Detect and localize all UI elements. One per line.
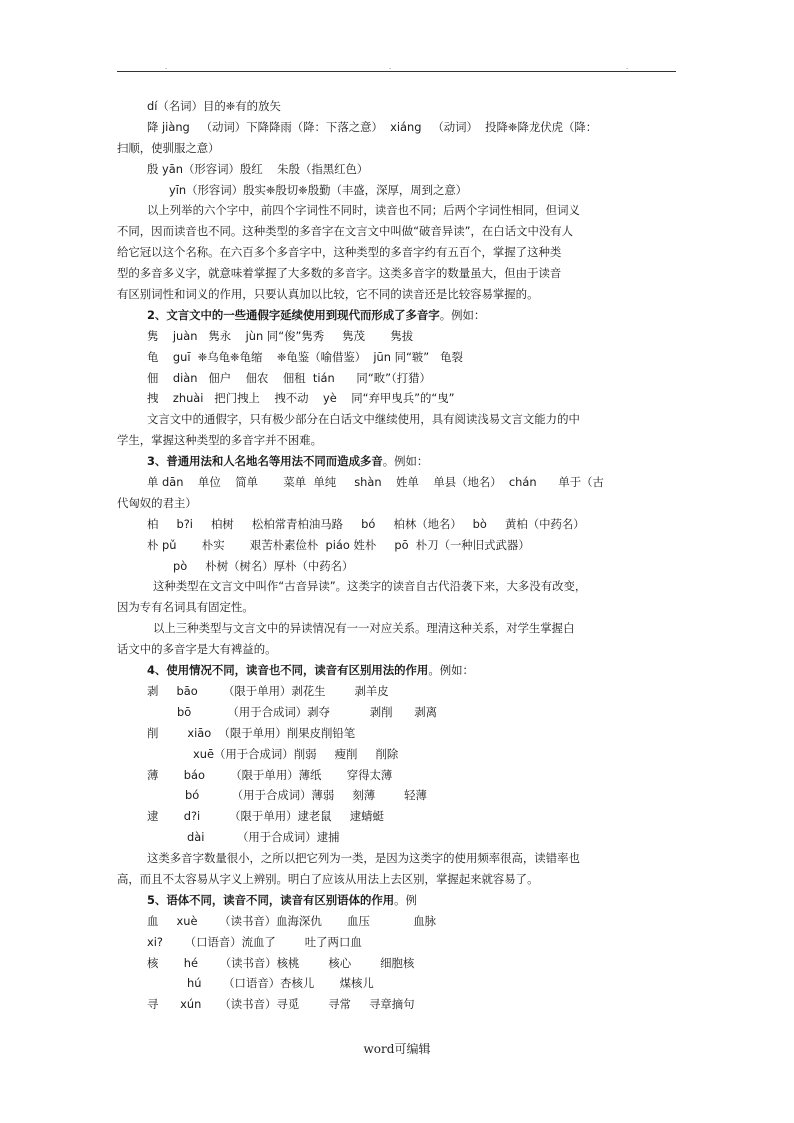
- text-line: [117, 702, 679, 723]
- line-text: 这类多音字数量很小，之所以把它列为一类，是因为这类字的使用频率很高，读错率也: [147, 851, 580, 866]
- line-text: 。例如：: [428, 663, 474, 678]
- text-line: [117, 159, 679, 180]
- text-line: [117, 493, 679, 514]
- section-heading: 2、文言文中的一些通假字延续使用到现代而形成了多音字: [147, 307, 440, 322]
- line-text: yīn（形容词）殷实❈殷切❈殷勤（丰盛，深厚，周到之意）: [169, 182, 468, 197]
- line-text: 文言文中的通假字，只有极少部分在白话文中继续使用，具有阅读浅易文言文能力的中: [147, 412, 580, 427]
- line-text: 柏 b?i 柏树 松柏常青柏油马路 bó 柏林（地名） bò 黄柏（中药名）: [147, 516, 585, 531]
- line-text: 佃 diàn 佃户 佃农 佃租 tián 同“畋”（打猎）: [147, 370, 431, 385]
- line-text: dài （用于合成词）逮捕: [187, 830, 340, 845]
- document-body: [117, 96, 679, 1015]
- line-text: bó （用于合成词）薄弱 刻薄 轻薄: [185, 788, 427, 803]
- section-heading-line: [117, 890, 679, 911]
- page-footer: word可编辑: [363, 1042, 431, 1056]
- text-line: [117, 347, 679, 368]
- line-text: 剥 bāo （限于单用）剥花生 剥羊皮: [147, 683, 389, 698]
- text-line: [117, 765, 679, 786]
- text-line: [117, 368, 679, 389]
- text-line: [117, 576, 679, 597]
- line-text: pò 朴树（树名）厚朴（中药名）: [173, 558, 354, 573]
- section-heading-line: [117, 660, 679, 681]
- text-line: [117, 221, 679, 242]
- line-text: 单 dān 单位 简单 菜单 单纯 shàn 姓单 单县（地名） chán 单于（古: [147, 475, 604, 490]
- text-line: [117, 388, 679, 409]
- line-text: 型的多音多义字，就意味着掌握了大多数的多音字。这类多音字的数量虽大，但由于读音: [117, 266, 562, 281]
- line-text: xuē（用于合成词）削弱 瘦削 削除: [193, 746, 399, 761]
- text-line: [117, 744, 679, 765]
- text-line: [117, 681, 679, 702]
- line-text: 因为专有名词具有固定性。: [117, 600, 254, 615]
- text-line: [117, 180, 679, 201]
- line-text: 给它冠以这个名称。在六百多个多音字中，这种类型的多音字约有五百个，掌握了这种类: [117, 245, 562, 260]
- text-line: [117, 138, 679, 159]
- line-text: 这种类型在文言文中叫作“古音异读”。这类字的读音自古代沿袭下来，大多没有改变，: [153, 579, 587, 594]
- text-line: [117, 326, 679, 347]
- text-line: [117, 639, 679, 660]
- text-line: [117, 911, 679, 932]
- text-line: [117, 117, 679, 138]
- text-line: [117, 953, 679, 974]
- text-line: [117, 618, 679, 639]
- line-text: 龟 guī ❈乌龟❈龟缩 ❈龟鉴（喻借鉴） jūn 同“皲” 龟裂: [147, 349, 463, 364]
- line-text: 话文中的多音字是大有裨益的。: [117, 642, 277, 657]
- line-text: 。例如：: [382, 454, 429, 469]
- line-text: 高，而且不太容易从字义上辨别。明白了应该从用法上去区别，掌握起来就容易了。: [117, 871, 539, 886]
- line-text: 。例如：: [439, 307, 486, 322]
- text-line: [117, 200, 679, 221]
- header-rule: [117, 71, 676, 72]
- line-text: 不同，因而读音也不同。这种类型的多音字在文言文中叫做“破音异读”，在白话文中没有人: [117, 224, 574, 239]
- text-line: [117, 827, 679, 848]
- text-line: [117, 848, 679, 869]
- header-dot: .: [389, 63, 392, 71]
- line-text: 降 jiàng （动词）下降降雨（降：下落之意） xiáng （动词） 投降❈降龙伏虎（降：: [147, 119, 598, 134]
- text-line: [117, 430, 679, 451]
- line-text: 。例: [394, 892, 417, 907]
- line-text: 核 hé （读书音）核桃 核心 细胞核: [147, 955, 415, 970]
- line-text: dí（名词）目的❈有的放矢: [147, 99, 281, 113]
- line-text: bō （用于合成词）剥夺 剥削 剥离: [177, 704, 438, 719]
- text-line: [117, 869, 679, 890]
- text-line: [117, 514, 679, 535]
- line-text: 朴 pǔ 朴实 艰苦朴素俭朴 piáo 姓朴 pō 朴刀（一种旧式武器）: [147, 537, 530, 552]
- header-dot: .: [626, 63, 629, 71]
- text-line: [117, 806, 679, 827]
- line-text: 以上列举的六个字中，前四个字词性不同时，读音也不同；后两个字词性相同，但词义: [147, 203, 580, 218]
- text-line: [117, 96, 679, 117]
- text-line: [117, 932, 679, 953]
- text-line: [117, 409, 679, 430]
- line-text: 以上三种类型与文言文中的异读情况有一一对应关系。理清这种关系，对学生掌握白: [153, 621, 575, 636]
- line-text: 血 xuè （读书音）血海深仇 血压 血脉: [147, 913, 437, 928]
- line-text: 学生，掌握这种类型的多音字并不困难。: [117, 433, 323, 448]
- section-heading: 3、普通用法和人名地名等用法不同而造成多音: [147, 454, 383, 469]
- line-text: 隽 juàn 隽永 jùn 同“俊”隽秀 隽茂 隽拔: [147, 328, 414, 343]
- line-text: 削 xiāo （限于单用）削果皮削铅笔: [147, 725, 356, 740]
- text-line: [117, 785, 679, 806]
- section-heading-line: [117, 305, 679, 326]
- section-heading: 5、语体不同，读音不同，读音有区别语体的作用: [147, 892, 395, 907]
- text-line: [117, 994, 679, 1015]
- text-line: [117, 263, 679, 284]
- section-heading-line: [117, 451, 679, 472]
- text-line: [117, 556, 679, 577]
- section-heading: 4、使用情况不同，读音也不同，读音有区别用法的作用: [147, 663, 429, 678]
- line-text: 拽 zhuài 把门拽上 拽不动 yè 同“弃甲曳兵”的“曳”: [147, 391, 455, 406]
- text-line: [117, 284, 679, 305]
- line-text: 薄 báo （限于单用）薄纸 穿得太薄: [147, 767, 393, 782]
- line-text: 有区别词性和词义的作用，只要认真加以比较，它不同的读音还是比较容易掌握的。: [117, 287, 539, 302]
- line-text: 寻 xún （读书音）寻觅 寻常 寻章摘句: [147, 997, 415, 1012]
- text-line: [117, 723, 679, 744]
- text-line: [117, 535, 679, 556]
- line-text: 代匈奴的君主）: [117, 495, 197, 510]
- line-text: xi? （口语音）流血了 吐了两口血: [147, 934, 362, 949]
- header-dot: .: [165, 63, 168, 71]
- line-text: 殷 yān（形容词）殷红 朱殷（指黑红色）: [147, 161, 369, 176]
- line-text: 逮 d?i （限于单用）逮老鼠 逮蜻蜓: [147, 809, 384, 824]
- text-line: [117, 597, 679, 618]
- text-line: [117, 973, 679, 994]
- line-text: hú （口语音）杏核儿 煤核儿: [187, 976, 374, 991]
- text-line: [117, 472, 679, 493]
- text-line: [117, 242, 679, 263]
- line-text: 扫顺，使驯服之意）: [117, 140, 220, 155]
